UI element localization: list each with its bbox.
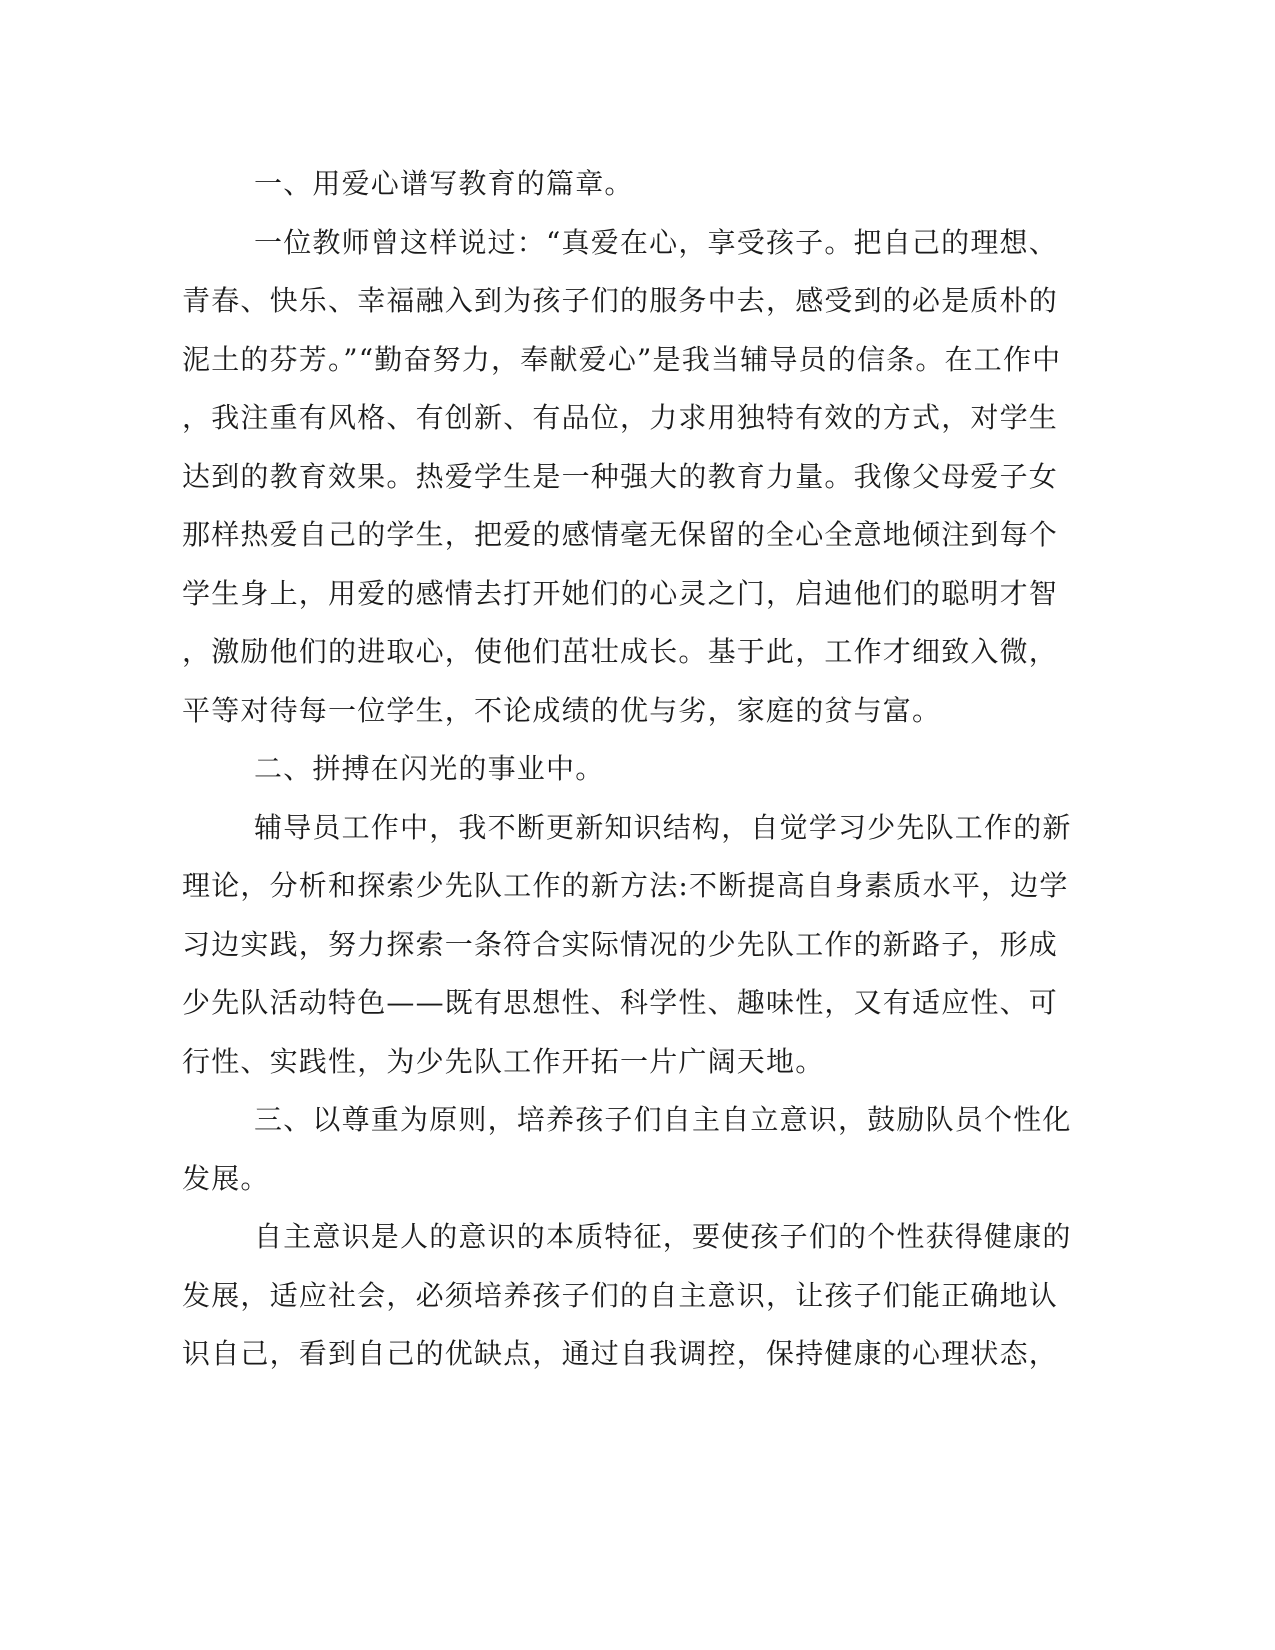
text-line: 发展。 [182, 1161, 270, 1195]
text-line: 辅导员工作中，我不断更新知识结构，自觉学习少先队工作的新 [254, 810, 1072, 844]
text-line: 一、用爱心谱写教育的篇章。 [254, 167, 634, 200]
text-line: 行性、实践性，为少先队工作开拓一片广阔天地。 [182, 1044, 825, 1078]
text-line: 三、以尊重为原则，培养孩子们自主自立意识，鼓励队员个性化 [254, 1103, 1072, 1136]
text-line: 二、拼搏在闪光的事业中。 [254, 752, 605, 785]
text-line: 那样热爱自己的学生，把爱的感情毫无保留的全心全意地倾注到每个 [182, 518, 1059, 551]
text-line: 习边实践，努力探索一条符合实际情况的少先队工作的新路子，形成 [182, 927, 1059, 961]
text-line: 自主意识是人的意识的本质特征，要使孩子们的个性获得健康的 [254, 1220, 1072, 1253]
text-line: 理论，分析和探索少先队工作的新方法:不断提高自身素质水平，边学 [182, 869, 1069, 902]
text-line: 学生身上，用爱的感情去打开她们的心灵之门，启迪他们的聪明才智 [182, 576, 1059, 610]
text-line: 一位教师曾这样说过：“真爱在心，享受孩子。把自己的理想、 [254, 225, 1058, 259]
text-line: ，激励他们的进取心，使他们茁壮成长。基于此，工作才细致入微， [182, 635, 1059, 668]
text-line: 泥土的芬芳。”“勤奋努力，奉献爱心”是我当辅导员的信条。在工作中 [182, 342, 1062, 376]
text-line: 平等对待每一位学生，不论成绩的优与劣，家庭的贫与富。 [182, 693, 942, 727]
text-line: 发展，适应社会，必须培养孩子们的自主意识，让孩子们能正确地认 [182, 1278, 1059, 1312]
text-line: 青春、快乐、幸福融入到为孩子们的服务中去，感受到的必是质朴的 [182, 284, 1059, 317]
text-line: 少先队活动特色——既有思想性、科学性、趣味性，又有适应性、可 [182, 986, 1059, 1019]
text-line: ，我注重有风格、有创新、有品位，力求用独特有效的方式，对学生 [182, 401, 1059, 434]
text-line: 达到的教育效果。热爱学生是一种强大的教育力量。我像父母爱子女 [182, 459, 1059, 493]
body-text [182, 155, 1072, 1384]
text-line: 识自己，看到自己的优缺点，通过自我调控，保持健康的心理状态， [182, 1337, 1059, 1370]
